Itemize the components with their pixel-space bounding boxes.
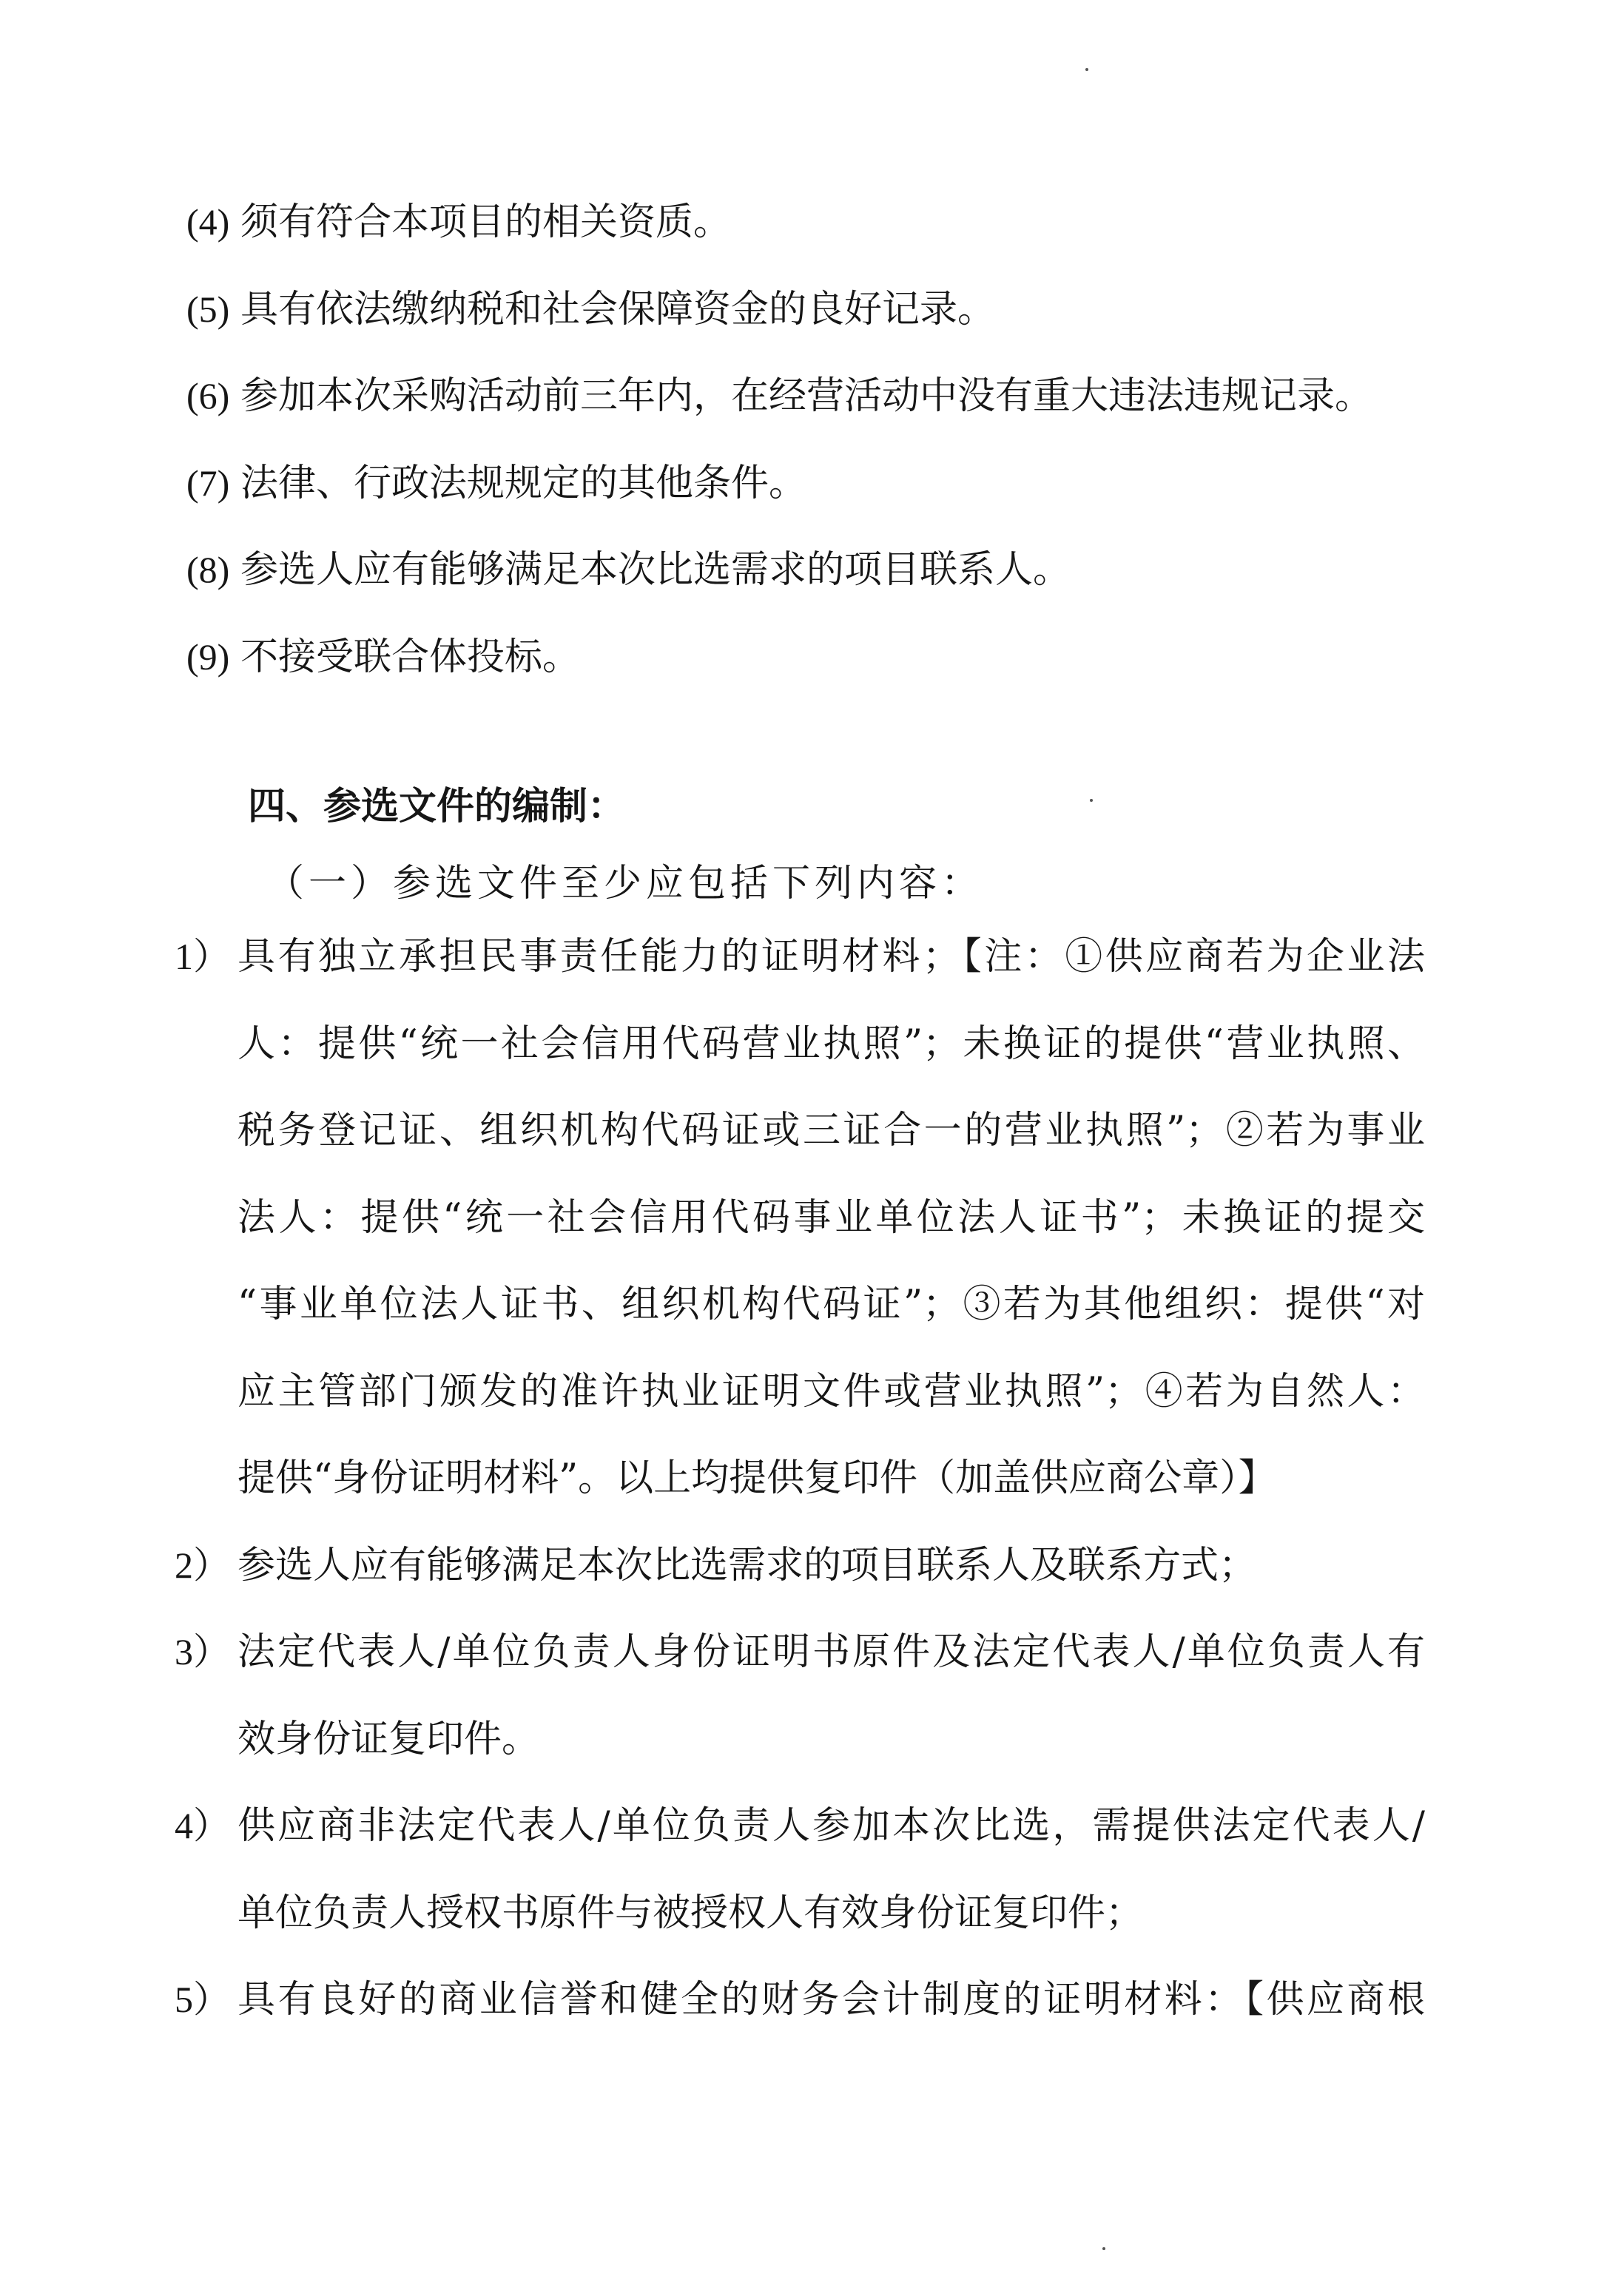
condition-text: 不接受联合体投标。 — [240, 635, 581, 679]
condition-number: (6) — [186, 375, 230, 416]
condition-text: 须有符合本项目的相关资质。 — [240, 200, 732, 244]
item-line — [175, 1175, 1432, 1262]
item-line — [175, 1261, 1432, 1348]
document-items-list — [175, 914, 1432, 2044]
item-number: 3） — [175, 1631, 230, 1672]
list-item-4 — [175, 1783, 1432, 1956]
item-text-line: 具有良好的商业信誉和健全的财务会计制度的证明材料：【供应商根 — [237, 1978, 1425, 2022]
item-text-line: “事业单位法人证书、组织机构代码证”；③若为其他组织：提供“对 — [237, 1283, 1425, 1326]
scan-speck — [1102, 2247, 1105, 2250]
condition-text: 参加本次采购活动前三年内，在经营活动中没有重大违法违规记录。 — [240, 374, 1373, 418]
item-text-line: 税务登记证、组织机构代码证或三证合一的营业执照”；②若为事业 — [237, 1109, 1425, 1152]
condition-text: 法律、行政法规规定的其他条件。 — [240, 461, 807, 505]
condition-number: (7) — [186, 462, 230, 504]
item-number: 2） — [175, 1544, 230, 1586]
item-line — [175, 1696, 1432, 1783]
item-line — [175, 1087, 1432, 1175]
item-number: 5） — [175, 1979, 230, 2020]
condition-item-7 — [186, 440, 1444, 527]
list-item-2 — [175, 1522, 1432, 1610]
item-text-line: 供应商非法定代表人/单位负责人参加本次比选，需提供法定代表人/ — [237, 1804, 1425, 1848]
scan-speck — [1090, 799, 1093, 802]
list-item-5 — [175, 1956, 1432, 2044]
item-line — [175, 1956, 1432, 2044]
condition-number: (9) — [186, 635, 230, 678]
conditions-list — [186, 179, 1444, 700]
condition-item-5 — [186, 266, 1444, 354]
item-text-line: 法定代表人/单位负责人身份证明书原件及法定代表人/单位负责人有 — [237, 1630, 1425, 1674]
item-text-line: 法人：提供“统一社会信用代码事业单位法人证书”；未换证的提交 — [237, 1195, 1425, 1240]
item-text-line: 提供“身份证明材料”。以上均提供复印件（加盖供应商公章）】 — [237, 1456, 1276, 1500]
item-line — [175, 1001, 1432, 1088]
section-subheading: （一）参选文件至少应包括下列内容： — [266, 862, 984, 905]
item-text-line: 单位负责人授权书原件与被授权人有效身份证复印件； — [237, 1891, 1144, 1935]
condition-number: (5) — [186, 288, 230, 330]
item-line — [175, 1348, 1432, 1436]
item-text-line: 具有独立承担民事责任能力的证明材料；【注：①供应商若为企业法 — [237, 935, 1425, 979]
condition-item-8 — [186, 527, 1444, 614]
item-text-line: 应主管部门颁发的准许执业证明文件或营业执照”；④若为自然人： — [237, 1369, 1425, 1414]
condition-text: 参选人应有能够满足本次比选需求的项目联系人。 — [240, 548, 1071, 592]
item-line — [175, 914, 1432, 1001]
section-heading: 四、参选文件的编制： — [248, 784, 626, 828]
item-number: 1） — [175, 936, 230, 977]
item-line — [175, 1435, 1432, 1522]
item-text-line: 参选人应有能够满足本次比选需求的项目联系人及联系方式； — [237, 1543, 1257, 1587]
condition-number: (8) — [186, 549, 230, 590]
item-line — [175, 1522, 1432, 1610]
list-item-1 — [175, 914, 1432, 1522]
scan-speck — [1085, 68, 1088, 71]
item-text-line: 效身份证复印件。 — [237, 1717, 540, 1761]
item-line — [175, 1870, 1432, 1957]
condition-item-9 — [186, 614, 1444, 701]
item-number: 4） — [175, 1805, 230, 1846]
condition-number: (4) — [186, 201, 230, 243]
condition-item-4 — [186, 179, 1444, 266]
item-line — [175, 1783, 1432, 1870]
condition-item-6 — [186, 353, 1444, 440]
list-item-3 — [175, 1609, 1432, 1783]
item-text-line: 人：提供“统一社会信用代码营业执照”；未换证的提供“营业执照、 — [237, 1022, 1425, 1066]
condition-text: 具有依法缴纳税和社会保障资金的良好记录。 — [240, 287, 996, 331]
item-line — [175, 1609, 1432, 1696]
